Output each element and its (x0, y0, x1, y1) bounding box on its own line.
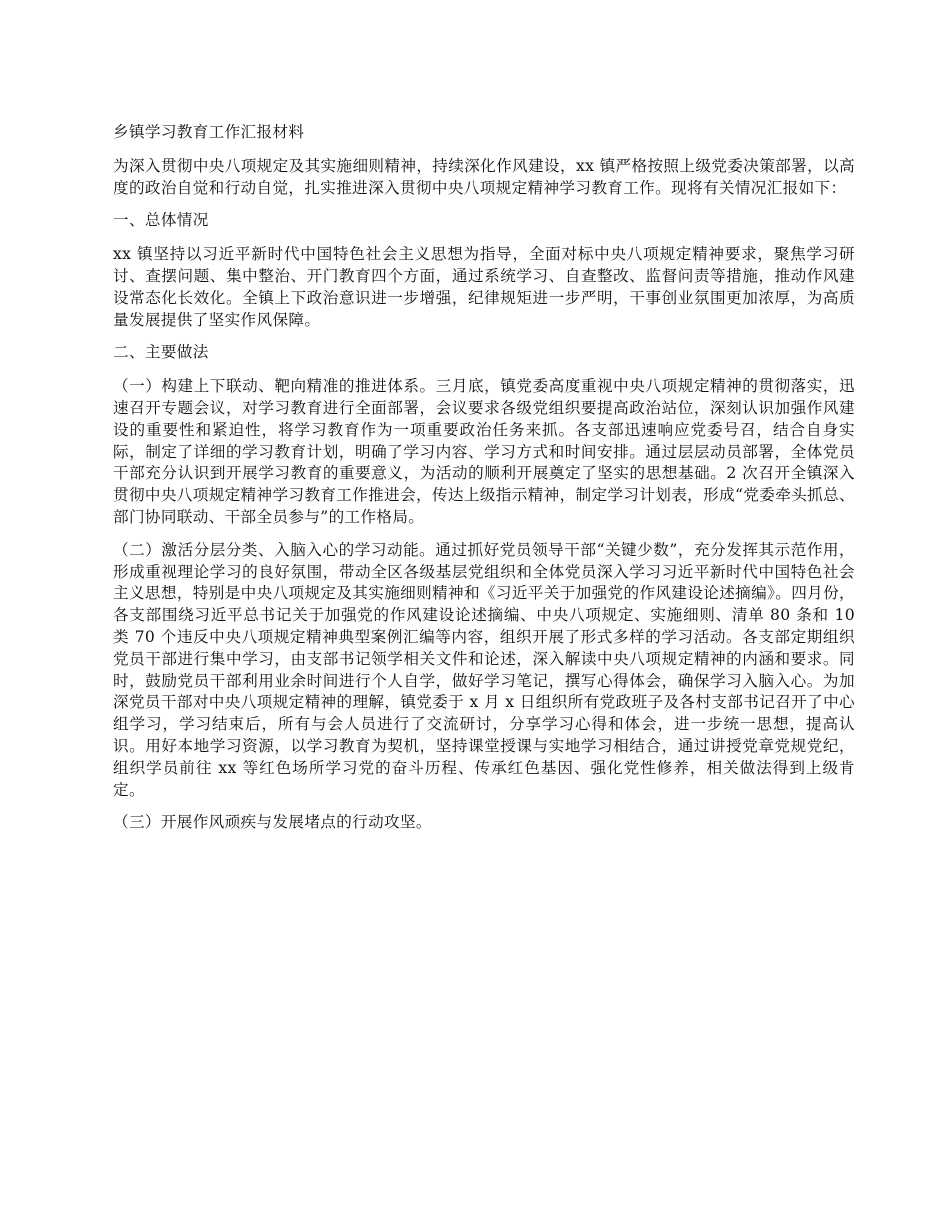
document-title: 乡镇学习教育工作汇报材料 (113, 123, 305, 141)
overview-paragraph: xx 镇坚持以习近平新时代中国特色社会主义思想为指导，全面对标中央八项规定精神要求，聚焦学习研讨、查摆问题、集中整治、开门教育四个方面，通过系统学习、自查整改、监督问责等措施，推动作风建设常态化长效化。全镇上下政治意识进一步增强，纪律规矩进一步严明，干事创业氛围更加浓厚，为高质量发展提供了坚实作风保障。 (113, 245, 855, 329)
document-page (113, 122, 855, 845)
practice-item-3: （三）开展作风顽疾与发展堵点的行动攻坚。 (113, 813, 432, 832)
intro-paragraph: 为深入贯彻中央八项规定及其实施细则精神，持续深化作风建设，xx 镇严格按照上级党委决策部署，以高度的政治自觉和行动自觉，扎实推进深入贯彻中央八项规定精神学习教育工作。现将有关情况汇报如下： (113, 156, 855, 197)
practice-item-1: （一）构建上下联动、靶向精准的推进体系。三月底，镇党委高度重视中央八项规定精神的贯彻落实，迅速召开专题会议，对学习教育进行全面部署，会议要求各级党组织要提高政治站位，深刻认识加强作风建设的重要性和紧迫性，将学习教育作为一项重要政治任务来抓。各支部迅速响应党委号召，结合自身实际，制定了详细的学习教育计划，明确了学习内容、学习方式和时间安排。通过层层动员部署，全体党员干部充分认识到开展学习教育的重要意义，为活动的顺利开展奠定了坚实的思想基础。2 次召开全镇深入贯彻中央八项规定精神学习教育工作推进会，传达上级指示精神，制定学习计划表，形成“党委牵头抓总、部门协同联动、干部全员参与”的工作格局。 (113, 377, 855, 526)
section-heading-overview: 一、总体情况 (113, 211, 209, 230)
section-heading-main-practices: 二、主要做法 (113, 343, 209, 362)
practice-item-2: （二）激活分层分类、入脑入心的学习动能。通过抓好党员领导干部“关键少数”，充分发挥其示范作用，形成重视理论学习的良好氛围，带动全区各级基层党组织和全体党员深入学习习近平新时代中国特色社会主义思想，特别是中央八项规定及其实施细则精神和《习近平关于加强党的作风建设论述摘编》。四月份，各支部围绕习近平总书记关于加强党的作风建设论述摘编、中央八项规定、实施细则、清单 80 条和 10 类 70 个违反中央八项规定精神典型案例汇编等内容，组织开展了形式多样的学习活动。各支部定期组织党员干部进行集中学习，由支部书记领学相关文件和论述，深入解读中央八项规定精神的内涵和要求。同时，鼓励党员干部利用业余时间进行个人自学，做好学习笔记，撰写心得体会，确保学习入脑入心。为加深党员干部对中央八项规定精神的理解，镇党委于 x 月 x 日组织所有党政班子及各村支部书记召开了中心组学习，学习结束后，所有与会人员进行了交流研讨，分享学习心得和体会，进一步统一思想，提高认识。用好本地学习资源，以学习教育为契机，坚持课堂授课与实地学习相结合，通过讲授党章党规党纪，组织学员前往 xx 等红色场所学习党的奋斗历程、传承红色基因、强化党性修养，相关做法得到上级肯定。 (113, 540, 855, 799)
